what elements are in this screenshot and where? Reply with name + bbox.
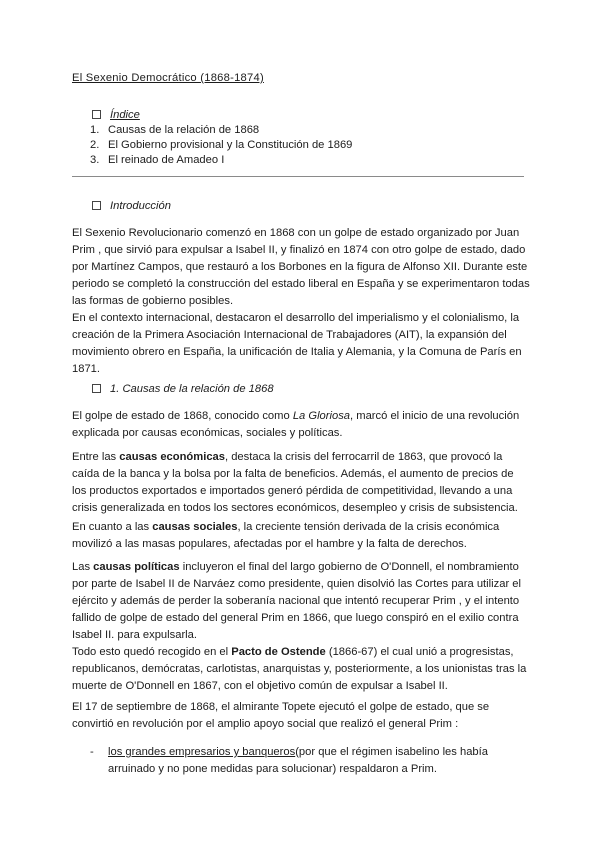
intro-paragraph-2: En el contexto internacional, destacaron el desarrollo del imperialismo y el colonialismo, la creación de la Primera Asociación Internacional de Trabajadores (AIT), la expansión del movimiento obrero en España, la unificación de Italia y Alemania, y la Comuna de París en 1871. [72,312,522,375]
checkbox-icon[interactable] [92,201,101,210]
intro-paragraph-1: El Sexenio Revolucionario comenzó en 1868 con un golpe de estado organizado por Juan Prim , que sirvió para expulsar a Isabel II, y finalizó en 1874 con otro golpe de estado, dado por Martínez Campos, que restauró a los Borbones en la figura de Alfonso XII. Durante este periodo se completó la construcción del estado liberal en España y se experimentaron todas las formas de gobierno posibles. [72,227,530,307]
divider [72,176,524,177]
document-title: El Sexenio Democrático (1868-1874) [72,72,264,84]
section1-paragraph-2: Entre las causas económicas, destaca la crisis del ferrocarril de 1863, que provocó la caída de la banca y la bolsa por la falta de beneficios. Además, el aumento de precios de los productos exportados e importados generó pérdida de competitividad, llevando a una crisis generalizada en todos los sectores económicos, desempleo y crisis de subsistencia. [72,451,518,514]
section1-paragraph-3: En cuanto a las causas sociales, la creciente tensión derivada de la crisis económica movilizó a las masas populares, afectadas por el hambre y la falta de derechos. [72,521,500,550]
toc-item[interactable]: 2. El Gobierno provisional y la Constitución de 1869 [90,139,353,151]
checkbox-icon[interactable] [92,110,101,119]
toc-list [90,123,352,168]
toc-heading-label: Índice [110,109,140,121]
checkbox-icon[interactable] [92,384,101,393]
section1-paragraph-4: Las causas políticas incluyeron el final del largo gobierno de O'Donnell, el nombramiento por parte de Isabel II de Narváez como presidente, quien disolvió las Cortes para utilizar el ejército y además de perder la soberanía nacional que intentó recuperar Prim , y el intento fallido de golpe de estado del general Prim en 1866, que luego conspiró en el exilio contra Isabel II. para expulsarla. [72,561,521,641]
section1-paragraph-1: El golpe de estado de 1868, conocido como La Gloriosa, marcó el inicio de una revolución explicada por causas económicas, sociales y políticas. [72,410,520,439]
toc-heading [92,107,140,124]
bullet-item: - los grandes empresarios y banqueros(por que el régimen isabelino les había arruinado y no pone medidas para solucionar) respaldaron a Prim. [90,746,488,775]
toc-item[interactable]: 3. El reinado de Amadeo I [90,154,225,166]
section1-paragraph-6: El 17 de septiembre de 1868, el almirante Topete ejecutó el golpe de estado, que se convirtió en revolución por el amplio apoyo social que realizó el general Prim : [72,701,490,730]
section1-heading: 1. Causas de la relación de 1868 [92,381,274,398]
intro-heading: Introducción [92,198,171,215]
section1-paragraph-5: Todo esto quedó recogido en el Pacto de Ostende (1866-67) el cual unió a progresistas, republicanos, demócratas, carlotistas, anarquistas y, posteriormente, a los unionistas tras la muerte de O'Donnell en 1867, con el objetivo común de expulsar a Isabel II. [72,646,527,692]
toc-item[interactable]: 1. Causas de la relación de 1868 [90,124,260,136]
